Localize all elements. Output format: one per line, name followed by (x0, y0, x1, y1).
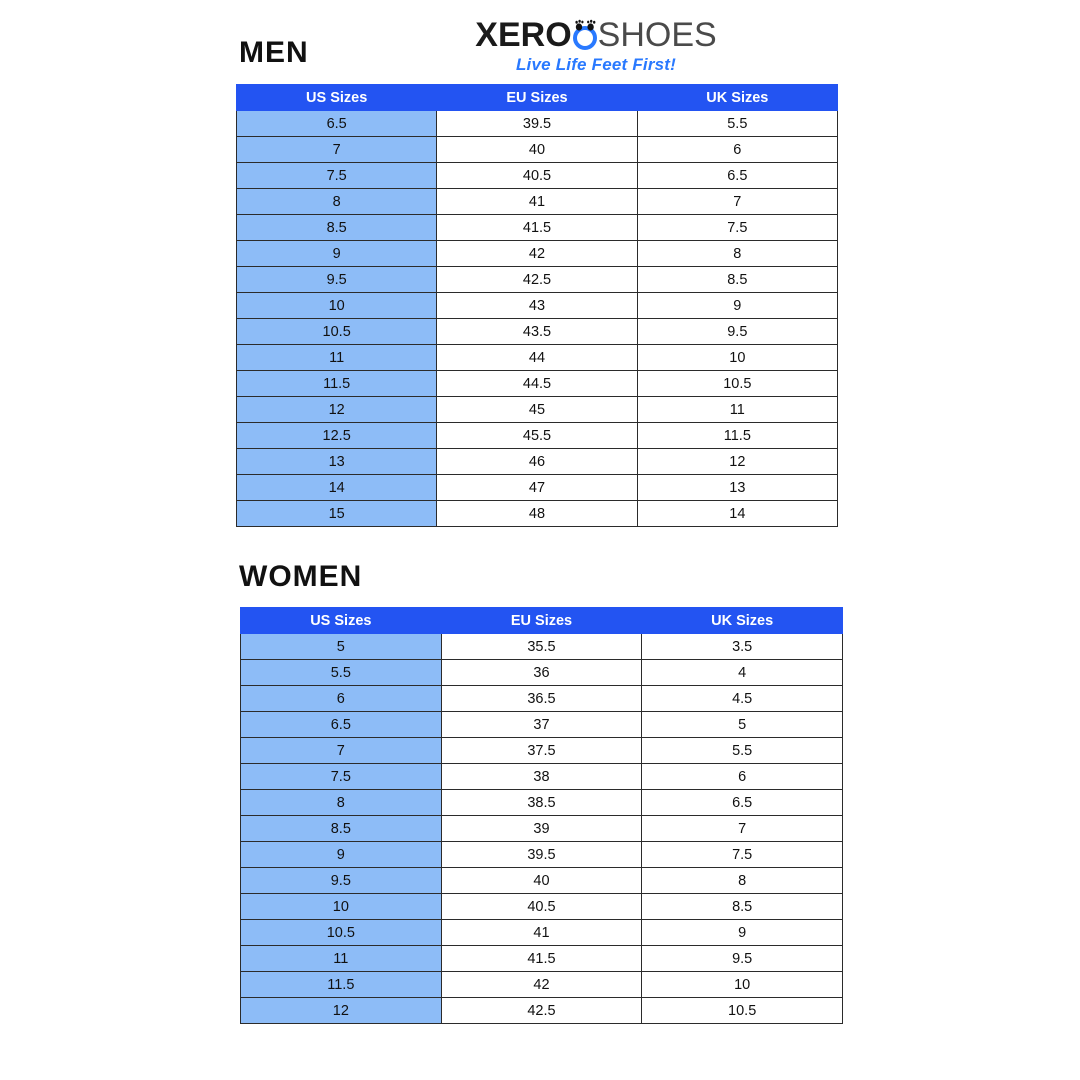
cell-uk: 10 (642, 972, 843, 998)
cell-us: 11.5 (237, 371, 437, 397)
cell-us: 5 (241, 634, 442, 660)
column-header-eu: EU Sizes (441, 608, 642, 634)
cell-eu: 36.5 (441, 686, 642, 712)
table-row (241, 998, 843, 1024)
cell-uk: 10.5 (642, 998, 843, 1024)
cell-uk: 3.5 (642, 634, 843, 660)
table-row (241, 764, 843, 790)
cell-us: 12 (237, 397, 437, 423)
cell-us: 6.5 (241, 712, 442, 738)
cell-uk: 5.5 (637, 111, 837, 137)
cell-uk: 8 (642, 868, 843, 894)
cell-us: 15 (237, 501, 437, 527)
column-header-uk: UK Sizes (642, 608, 843, 634)
cell-us: 9 (237, 241, 437, 267)
table-row (237, 501, 838, 527)
cell-eu: 38 (441, 764, 642, 790)
column-header-us: US Sizes (237, 85, 437, 111)
table-row (241, 816, 843, 842)
table-row (241, 972, 843, 998)
cell-eu: 47 (437, 475, 637, 501)
table-row (237, 475, 838, 501)
cell-eu: 40 (441, 868, 642, 894)
cell-us: 5.5 (241, 660, 442, 686)
column-header-uk: UK Sizes (637, 85, 837, 111)
table-row (241, 712, 843, 738)
brand-tagline: Live Life Feet First! (515, 55, 677, 74)
cell-uk: 6.5 (642, 790, 843, 816)
table-header-row (237, 85, 838, 111)
table-row (241, 946, 843, 972)
cell-eu: 46 (437, 449, 637, 475)
cell-us: 10.5 (241, 920, 442, 946)
table-row (241, 842, 843, 868)
cell-uk: 5 (642, 712, 843, 738)
table-row (237, 163, 838, 189)
cell-eu: 43.5 (437, 319, 637, 345)
brand-wordmark (466, 18, 726, 52)
cell-us: 13 (237, 449, 437, 475)
cell-uk: 7 (637, 189, 837, 215)
cell-eu: 41 (441, 920, 642, 946)
table-row (237, 371, 838, 397)
table-row (241, 920, 843, 946)
cell-us: 10 (237, 293, 437, 319)
cell-uk: 9 (642, 920, 843, 946)
cell-us: 7.5 (237, 163, 437, 189)
size-table-women (240, 607, 843, 1024)
cell-uk: 11 (637, 397, 837, 423)
cell-eu: 39 (441, 816, 642, 842)
cell-us: 11 (237, 345, 437, 371)
cell-uk: 13 (637, 475, 837, 501)
cell-uk: 9 (637, 293, 837, 319)
cell-eu: 36 (441, 660, 642, 686)
brand-logo (466, 18, 726, 75)
brand-name-light: SHOES (597, 16, 717, 54)
section-title-women: WOMEN (239, 560, 363, 593)
cell-us: 7 (237, 137, 437, 163)
cell-eu: 45 (437, 397, 637, 423)
table-row (237, 397, 838, 423)
table-row (241, 686, 843, 712)
cell-uk: 9.5 (637, 319, 837, 345)
footprints-in-circle-icon (572, 18, 598, 52)
column-header-eu: EU Sizes (437, 85, 637, 111)
cell-uk: 14 (637, 501, 837, 527)
cell-eu: 41 (437, 189, 637, 215)
table-row (237, 293, 838, 319)
cell-eu: 48 (437, 501, 637, 527)
cell-eu: 41.5 (441, 946, 642, 972)
cell-us: 12 (241, 998, 442, 1024)
cell-us: 6 (241, 686, 442, 712)
table-row (237, 449, 838, 475)
cell-eu: 40.5 (441, 894, 642, 920)
table-row (237, 189, 838, 215)
cell-eu: 44.5 (437, 371, 637, 397)
table-row (241, 790, 843, 816)
cell-eu: 42.5 (437, 267, 637, 293)
cell-us: 6.5 (237, 111, 437, 137)
cell-uk: 9.5 (642, 946, 843, 972)
table-row (237, 267, 838, 293)
table-row (241, 868, 843, 894)
cell-us: 7.5 (241, 764, 442, 790)
table-row (237, 423, 838, 449)
table-row (237, 345, 838, 371)
cell-us: 7 (241, 738, 442, 764)
cell-eu: 35.5 (441, 634, 642, 660)
cell-eu: 39.5 (441, 842, 642, 868)
table-row (237, 137, 838, 163)
cell-eu: 40.5 (437, 163, 637, 189)
cell-eu: 44 (437, 345, 637, 371)
cell-us: 14 (237, 475, 437, 501)
cell-eu: 41.5 (437, 215, 637, 241)
cell-eu: 37 (441, 712, 642, 738)
table-row (237, 111, 838, 137)
cell-eu: 43 (437, 293, 637, 319)
cell-uk: 5.5 (642, 738, 843, 764)
cell-uk: 4 (642, 660, 843, 686)
cell-eu: 40 (437, 137, 637, 163)
cell-eu: 37.5 (441, 738, 642, 764)
cell-uk: 6.5 (637, 163, 837, 189)
cell-uk: 6 (637, 137, 837, 163)
cell-us: 10 (241, 894, 442, 920)
cell-uk: 8.5 (642, 894, 843, 920)
cell-uk: 7.5 (642, 842, 843, 868)
cell-us: 10.5 (237, 319, 437, 345)
cell-us: 11 (241, 946, 442, 972)
cell-us: 8.5 (241, 816, 442, 842)
cell-us: 9.5 (241, 868, 442, 894)
table-row (241, 894, 843, 920)
table-row (241, 634, 843, 660)
cell-uk: 10 (637, 345, 837, 371)
cell-uk: 11.5 (637, 423, 837, 449)
cell-us: 12.5 (237, 423, 437, 449)
cell-eu: 38.5 (441, 790, 642, 816)
cell-eu: 42 (437, 241, 637, 267)
cell-us: 8.5 (237, 215, 437, 241)
cell-uk: 4.5 (642, 686, 843, 712)
cell-eu: 39.5 (437, 111, 637, 137)
table-header-row (241, 608, 843, 634)
cell-eu: 45.5 (437, 423, 637, 449)
table-row (241, 738, 843, 764)
cell-uk: 7 (642, 816, 843, 842)
table-row (237, 241, 838, 267)
cell-us: 8 (237, 189, 437, 215)
section-title-men: MEN (239, 36, 309, 69)
cell-us: 8 (241, 790, 442, 816)
cell-us: 9 (241, 842, 442, 868)
cell-us: 9.5 (237, 267, 437, 293)
brand-name-bold: XERO (475, 16, 572, 54)
table-row (237, 319, 838, 345)
table-row (241, 660, 843, 686)
cell-eu: 42 (441, 972, 642, 998)
cell-uk: 8 (637, 241, 837, 267)
cell-uk: 12 (637, 449, 837, 475)
column-header-us: US Sizes (241, 608, 442, 634)
cell-uk: 7.5 (637, 215, 837, 241)
table-row (237, 215, 838, 241)
cell-us: 11.5 (241, 972, 442, 998)
size-table-men (236, 84, 838, 527)
cell-uk: 10.5 (637, 371, 837, 397)
cell-uk: 8.5 (637, 267, 837, 293)
cell-uk: 6 (642, 764, 843, 790)
cell-eu: 42.5 (441, 998, 642, 1024)
